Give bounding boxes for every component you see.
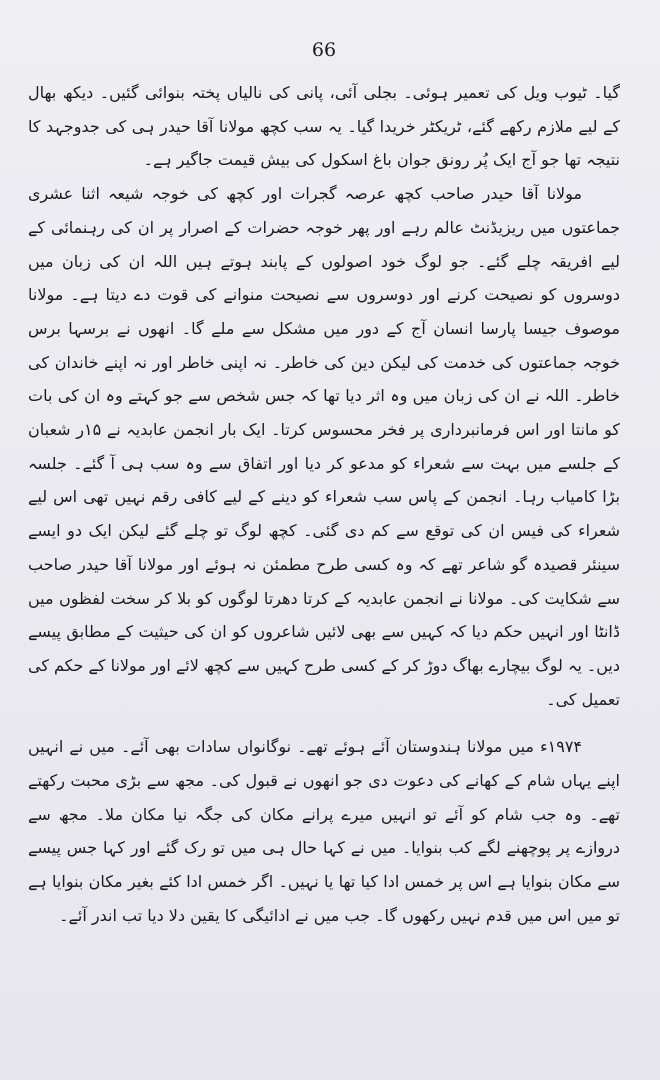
page-body: [28, 76, 620, 933]
paragraph-3: ۱۹۷۴ء میں مولانا ہندوستان آئے ہوئے تھے۔ نوگانواں سادات بھی آئے۔ میں نے انہیں اپنے یہاں شام کے کھانے کی دعوت دی جو انھوں نے قبول کی۔ مجھ سے بڑی محبت رکھتے تھے۔ وہ جب شام کو آئے تو انہیں میرے پرانے مکان کی جگہ نیا مکان ملا۔ مجھ سے دروازے پر پوچھنے لگے کب بنوایا۔ میں نے کہا حال ہی میں تو رک گئے اور کہا جس پیسے سے مکان بنوایا ہے اس پر خمس ادا کیا تھا یا نہیں۔ اگر خمس ادا کئے بغیر مکان بنوایا ہے تو میں اس میں قدم نہیں رکھوں گا۔ جب میں نے ادائیگی کا یقین دلا دیا تب اندر آئے۔: [28, 737, 620, 925]
paragraph-2: مولانا آقا حیدر صاحب کچھ عرصہ گجرات اور کچھ کی خوجہ شیعہ اثنا عشری جماعتوں میں ریزیڈنٹ عالم رہے اور پھر خوجہ حضرات کے اصرار پر ان کی رہنمائی کے لیے افریقہ چلے گئے۔ جو لوگ خود اصولوں کے پابند ہوتے ہیں اللہ ان کی زبان میں دوسروں کو نصیحت کرنے اور دوسروں سے نصیحت منوانے کی قوت دے دیتا ہے۔ مولانا موصوف جیسا پارسا انسان آج کے دور میں مشکل سے ملے گا۔ انھوں نے برسہا برس خوجہ جماعتوں کی خدمت کی لیکن دین کی خاطر۔ نہ اپنی خاطر اور نہ اپنے خاندان کی خاطر۔ اللہ نے ان کی زبان میں وہ اثر دیا تھا کہ جس شخص سے جو کہتے وہ ان کی بات کو مانتا اور اس فرمانبرداری پر فخر محسوس کرتا۔ ایک بار انجمن عابدیہ نے ۱۵ر شعبان کے جلسے میں بہت سے شعراء کو مدعو کر دیا اور اتفاق سے وہ سب ہی آ گئے۔ جلسہ بڑا کامیاب رہا۔ انجمن کے پاس سب شعراء کو دینے کے لیے کافی رقم نہیں تھی اس لیے شعراء کی فیس ان کی توقع سے کم دی گئی۔ کچھ لوگ تو چلے گئے لیکن ایک دو ایسے سینئر قصیدہ گو شاعر تھے کہ وہ کسی طرح مطمئن نہ ہوئے اور مولانا آقا حیدر صاحب سے شکایت کی۔ مولانا نے انجمن عابدیہ کے کرتا دھرتا لوگوں کو بلا کر سخت لفظوں میں ڈانٹا اور انہیں حکم دیا کہ کہیں سے بھی لائیں شاعروں کو ان کی حیثیت کے مطابق پیسے دیں۔ یہ لوگ بیچارے بھاگ دوڑ کر کے کسی طرح کہیں سے کچھ لائے اور مولانا کے حکم کی تعمیل کی۔: [27, 184, 621, 709]
page-number: 66: [311, 39, 337, 61]
paragraph-1: گیا۔ ٹیوب ویل کی تعمیر ہوئی۔ بجلی آئی، پانی کی نالیاں پختہ بنوائی گئیں۔ دیکھ بھال کے لیے ملازم رکھے گئے، ٹریکٹر خریدا گیا۔ یہ سب کچھ مولانا آقا حیدر ہی کی جدوجہد کا نتیجہ تھا جو آج ایک پُر رونق جوان باغ اسکول کی بیش قیمت جاگیر ہے۔: [28, 83, 620, 170]
